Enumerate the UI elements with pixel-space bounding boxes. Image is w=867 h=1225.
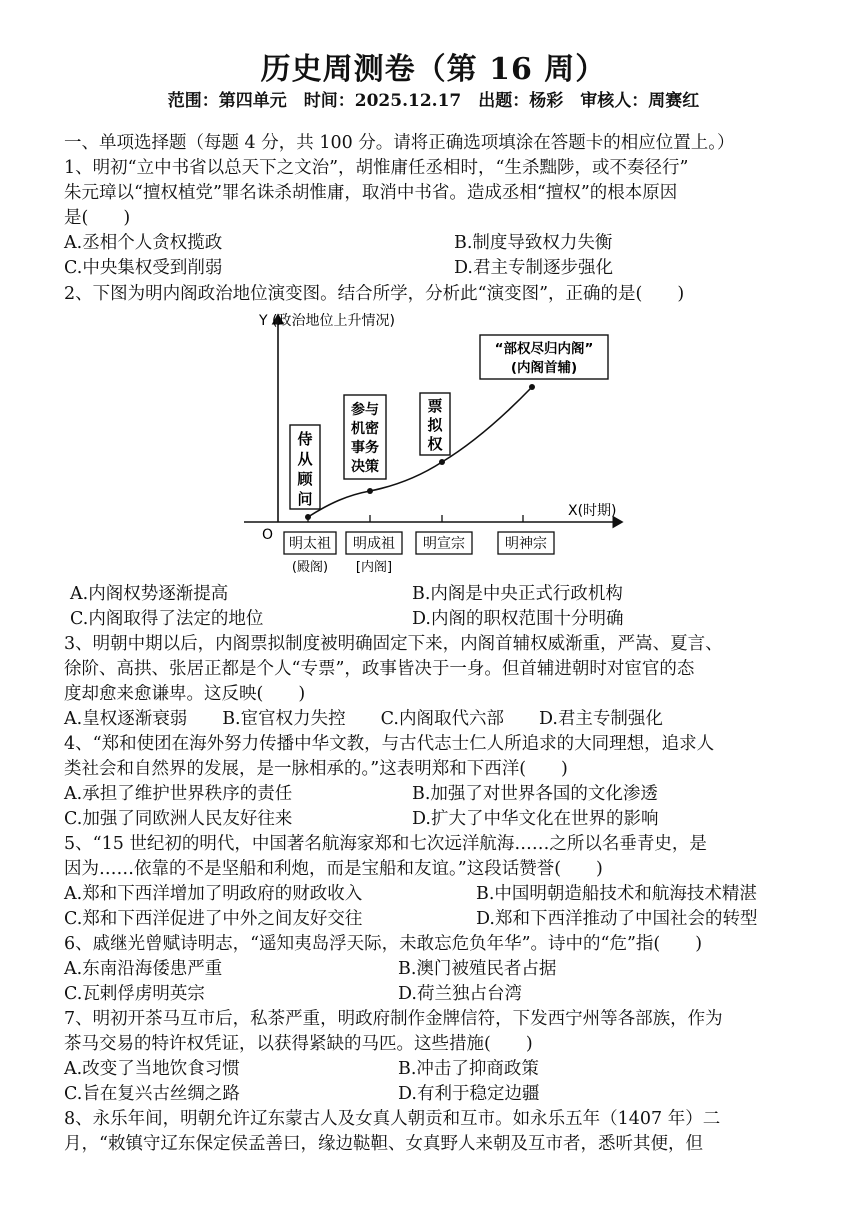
q4-option-c: C.加强了同欧洲人民友好往来: [64, 809, 293, 829]
stage1-char: 问: [297, 490, 313, 508]
q6-option-d: D.荷兰独占台湾: [398, 984, 522, 1004]
q5-option-c: C.郑和下西洋促进了中外之间友好交往: [64, 909, 363, 929]
q4-line2: 类社会和自然界的发展，是一脉相承的。”这表明郑和下西洋( ): [64, 759, 568, 779]
q7-line2: 茶马交易的特许权凭证，以获得紧缺的马匹。这些措施( ): [64, 1034, 533, 1054]
q3-line2: 徐阶、高拱、张居正都是个人“专票”，政事皆决于一身。但首辅进朝时对宦官的态: [64, 659, 695, 679]
curve-point: [305, 514, 311, 520]
stage4-text: “部权尽归内阁”: [494, 341, 594, 357]
stage2-text: 事务: [351, 440, 379, 456]
q8-line1: 8、永乐年间，明朝允许辽东蒙古人及女真人朝贡和互市。如永乐五年（1407 年）二: [64, 1109, 721, 1129]
q2-stem: 2、下图为明内阁政治地位演变图。结合所学，分析此“演变图”，正确的是( ): [64, 284, 685, 304]
q6-option-a: A.东南沿海倭患严重: [64, 959, 223, 979]
q1-option-a: A.丞相个人贪权揽政: [64, 233, 223, 253]
cabinet-evolution-diagram: [230, 305, 640, 585]
q1-option-c: C.中央集权受到削弱: [64, 258, 223, 278]
stage2-text: 参与: [351, 402, 379, 418]
q4-option-a: A.承担了维护世界秩序的责任: [64, 784, 293, 804]
q1-line1: 1、明初“立中书省以总天下之文治”，胡惟庸任丞相时，“生杀黜陟，或不奏径行”: [64, 158, 689, 178]
x-axis-label: X(时期): [568, 503, 617, 519]
period-note: (殿阁): [291, 560, 329, 575]
q6-line1: 6、戚继光曾赋诗明志，“遥知夷岛浮天际，未敢忘危负年华”。诗中的“危”指( ): [64, 934, 703, 954]
curve-point: [529, 384, 535, 390]
q1-option-b: B.制度导致权力失衡: [454, 233, 613, 253]
period-label: 明太祖: [289, 536, 331, 552]
q3-options: A.皇权逐渐衰弱 B.宦官权力失控 C.内阁取代六部 D.君主专制强化: [64, 709, 663, 729]
stage4-text: (内阁首辅): [510, 360, 578, 376]
origin-label: O: [262, 527, 274, 543]
q5-option-b: B.中国明朝造船技术和航海技术精湛: [476, 884, 757, 904]
stage1-char: 侍: [297, 430, 313, 448]
stage1-char: 顾: [297, 470, 313, 488]
q8-line2: 月，“敕镇守辽东保定侯孟善曰，缘边鞑靼、女真野人来朝及互市者，悉听其便，但: [64, 1134, 703, 1154]
q3-line3: 度却愈来愈谦卑。这反映( ): [64, 684, 306, 704]
period-label: 明成祖: [353, 536, 395, 552]
q5-option-a: A.郑和下西洋增加了明政府的财政收入: [64, 884, 363, 904]
page-title: 历史周测卷（第 16 周）: [260, 52, 607, 87]
stage3-char: 权: [427, 435, 443, 453]
q2-option-d: D.内阁的职权范围十分明确: [412, 609, 624, 629]
q5-line1: 5、“15 世纪初的明代，中国著名航海家郑和七次远洋航海……之所以名垂青史，是: [64, 834, 707, 854]
y-axis-label: Y (政治地位上升情况): [259, 313, 395, 329]
q2-option-a: A.内阁权势逐渐提高: [70, 584, 229, 604]
q5-line2: 因为……依靠的不是坚船和利炮，而是宝船和友谊。”这段话赞誉( ): [64, 859, 603, 879]
stage1-char: 从: [297, 450, 313, 468]
q7-option-a: A.改变了当地饮食习惯: [64, 1059, 240, 1079]
q6-option-b: B.澳门被殖民者占据: [398, 959, 557, 979]
q3-line1: 3、明朝中期以后，内阁票拟制度被明确固定下来，内阁首辅权威渐重，严嵩、夏言、: [64, 634, 723, 654]
q1-line3: 是( ): [64, 208, 131, 228]
q4-option-b: B.加强了对世界各国的文化渗透: [412, 784, 658, 804]
q2-option-c: C.内阁取得了法定的地位: [70, 609, 264, 629]
period-label: 明神宗: [505, 536, 547, 552]
period-label: 明宣宗: [423, 536, 465, 552]
q1-option-d: D.君主专制逐步强化: [454, 258, 613, 278]
stage3-char: 拟: [427, 416, 443, 434]
curve-point: [439, 459, 445, 465]
q7-option-d: D.有利于稳定边疆: [398, 1084, 540, 1104]
q7-line1: 7、明初开茶马互市后，私茶严重，明政府制作金牌信符，下发西宁州等各部族，作为: [64, 1009, 723, 1029]
q1-line2: 朱元璋以“擅权植党”罪名诛杀胡惟庸，取消中书省。造成丞相“擅权”的根本原因: [64, 183, 678, 203]
stage3-char: 票: [427, 397, 443, 415]
exam-meta: 范围：第四单元 时间：2025.12.17 出题：杨彩 审核人：周赛红: [167, 91, 700, 111]
q5-option-d: D.郑和下西洋推动了中国社会的转型: [476, 909, 758, 929]
stage2-text: 决策: [351, 459, 379, 475]
section-heading: 一、单项选择题（每题 4 分，共 100 分。请将正确选项填涂在答题卡的相应位置上。）: [64, 133, 735, 153]
curve-point: [367, 488, 373, 494]
period-note: [内阁]: [355, 560, 393, 575]
q7-option-b: B.冲击了抑商政策: [398, 1059, 539, 1079]
q4-option-d: D.扩大了中华文化在世界的影响: [412, 809, 659, 829]
q4-line1: 4、“郑和使团在海外努力传播中华文教，与古代志士仁人所追求的大同理想，追求人: [64, 734, 715, 754]
q7-option-c: C.旨在复兴古丝绸之路: [64, 1084, 240, 1104]
q2-option-b: B.内阁是中央正式行政机构: [412, 584, 623, 604]
q6-option-c: C.瓦剌俘虏明英宗: [64, 984, 205, 1004]
stage2-text: 机密: [351, 421, 379, 437]
